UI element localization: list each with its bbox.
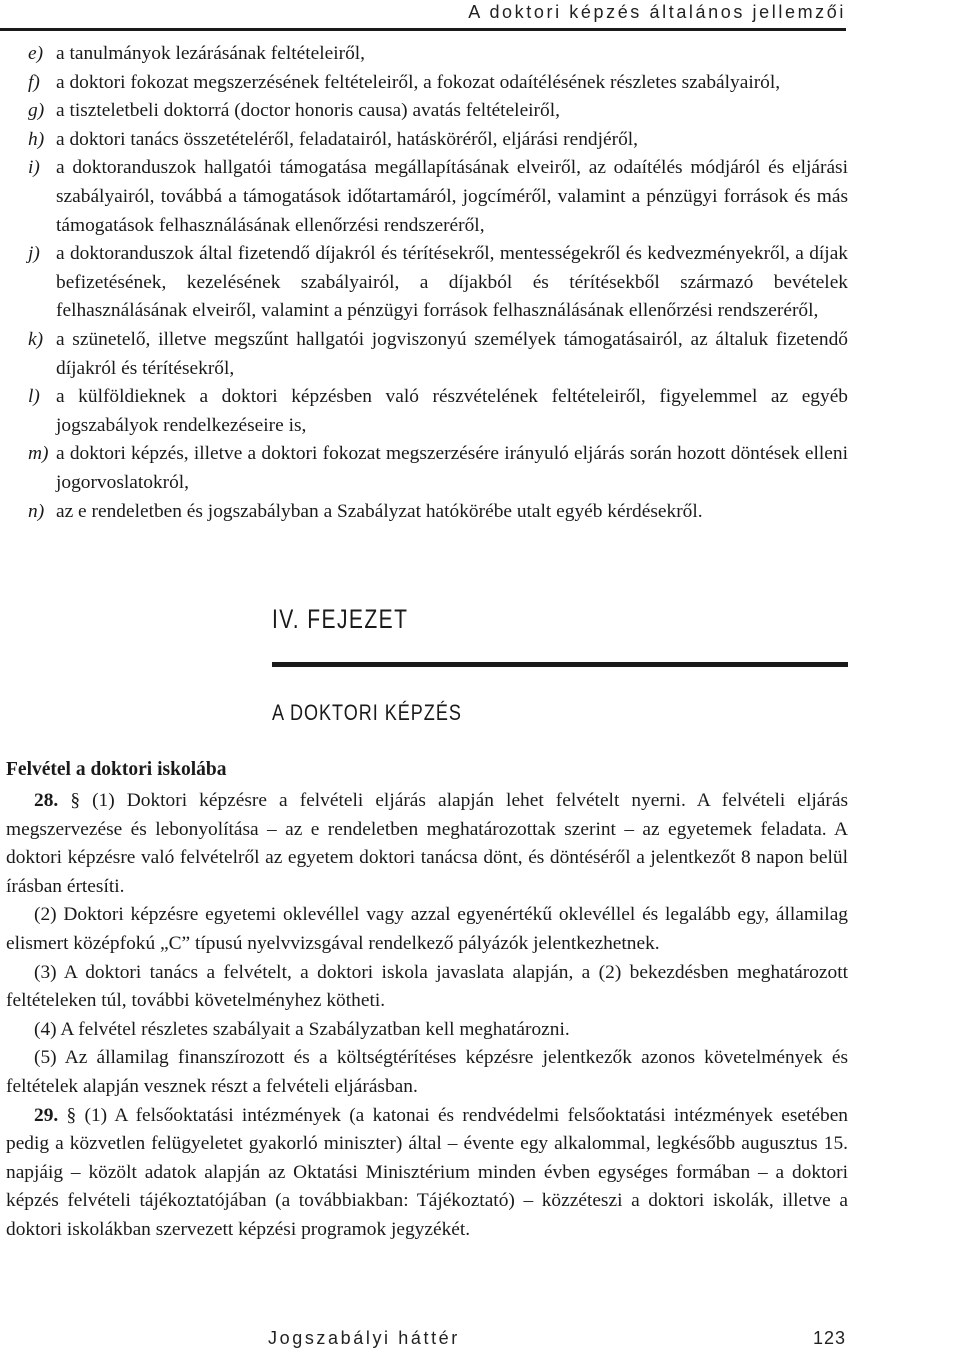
list-item [28,440,848,497]
paragraph-text: § (1) Doktori képzésre a felvételi eljárás alapján lehet felvételt nyerni. A felvételi eljárás megszervezése és lebonyolítása – az e rendeletben meghatározottak szerint – az egyetemek feladata. A doktori képzésre való felvételről az egyetem doktori tanácsa dönt, és döntéséről a jelentkezőt 8 napon belül írásban értesíti. [6,790,848,897]
list-marker: j) [28,243,40,265]
paragraph-text: (3) A doktori tanács a felvételt, a doktori iskola javaslata alapján, a (2) bekezdésben meghatározott feltételeken túl, további követelményhez kötheti. [6,961,848,1012]
list-marker: h) [28,128,45,150]
paragraph [6,1044,848,1101]
paragraph [6,959,848,1016]
running-header: A doktori képzés általános jellemzői [468,2,846,22]
list-item [28,326,848,383]
chapter-title: IV. FEJEZET [272,604,409,634]
list-item [28,97,848,126]
paragraph-text: (4) A felvétel részletes szabályait a Szabályzatban kell meghatározni. [34,1018,570,1040]
body-text [6,787,848,1245]
page-number: 123 [812,1328,846,1348]
list-marker: i) [28,157,40,179]
section-title: A DOKTORI KÉPZÉS [272,700,462,725]
list-item [28,383,848,440]
enumerated-list [28,40,848,526]
paragraph-text: § (1) A felsőoktatási intézmények (a katonai és rendvédelmi felsőoktatási intézmények esetében pedig a közvetlen felügyeletet gyakorló miniszter) által – évente egy alkalommal, legkésőbb augusztus 15. napjáig – közölt adatok alapján az Oktatási Minisztérium minden évben egységes formában – a doktori képzés felvételi tájékoztatójában (a továbbiakban: Tájékoztató) – közzéteszi a doktori iskolák, illetve a doktori iskolákban szervezett képzési programok jegyzékét. [6,1104,848,1240]
list-item [28,69,848,98]
list-item [28,126,848,155]
paragraph-number: 28. [34,790,59,811]
list-item [28,40,848,69]
list-marker: k) [28,328,44,350]
paragraph [6,901,848,958]
list-item [28,498,848,527]
list-item-text: a doktoranduszok által fizetendő díjakról és térítésekről, mentességekről és kedvezményekről, a díjak befizetésének, kezelésének szabályairól, a díjakból és térítésekből származó bevételek felhasználásának elveiről, valamint a pénzügyi források felhasználásának ellenőrzési rendszeréről, [56,243,848,322]
chapter-rule [272,662,848,667]
list-item [28,154,848,240]
list-item-text: a doktori tanács összetételéről, feladatairól, hatásköréről, eljárási rendjéről, [56,128,639,150]
list-item-text: az e rendeletben és jogszabályban a Szabályzat hatókörébe utalt egyéb kérdésekről. [56,500,703,522]
list-marker: n) [28,500,45,522]
list-item-text: a tiszteletbeli doktorrá (doctor honoris causa) avatás feltételeiről, [56,100,560,122]
list-item-text: a tanulmányok lezárásának feltételeiről, [56,43,366,64]
list-marker: m) [28,443,49,465]
paragraph [6,1102,848,1245]
paragraph-number: 29. [34,1104,59,1126]
paragraph [6,1016,848,1045]
paragraph [6,787,848,901]
list-item-text: a doktoranduszok hallgatói támogatása megállapításának elveiről, az odaítélés módjáról és eljárási szabályairól, továbbá a támogatások időtartamáról, jogcíméről, valamint a pénzügyi források és más támogatások felhasználásának ellenőrzési rendszeréről, [56,157,848,236]
paragraph-text: (5) Az államilag finanszírozott és a költségtérítéses képzésre jelentkezők azonos követelmények és feltételek alapján vesznek részt a felvételi eljárásban. [6,1047,848,1097]
footer-title: Jogszabályi háttér [268,1328,460,1348]
list-item-text: a szünetelő, illetve megszűnt hallgatói jogviszonyú személyek támogatásairól, az általuk fizetendő díjakról és térítésekről, [56,328,848,379]
list-item [28,240,848,326]
list-marker: l) [28,386,40,408]
list-marker: e) [28,43,44,64]
list-item-text: a doktori fokozat megszerzésének feltételeiről, a fokozat odaítélésének részletes szabályairól, [56,71,781,93]
header-rule [0,28,846,31]
list-marker: g) [28,100,45,122]
list-marker: f) [28,71,40,93]
subheading: Felvétel a doktori iskolába [6,759,227,780]
list-item-text: a doktori képzés, illetve a doktori fokozat megszerzésére irányuló eljárás során hozott döntések elleni jogorvoslatokról, [56,443,848,493]
list-item-text: a külföldieknek a doktori képzésben való részvételének feltételeiről, figyelemmel az egyéb jogszabályok rendelkezéseire is, [56,386,848,436]
paragraph-text: (2) Doktori képzésre egyetemi oklevéllel vagy azzal egyenértékű oklevéllel és legalább egy, államilag elismert középfokú „C” típusú nyelvvizsgával rendelkező pályázók jelentkezhetnek. [6,904,848,954]
